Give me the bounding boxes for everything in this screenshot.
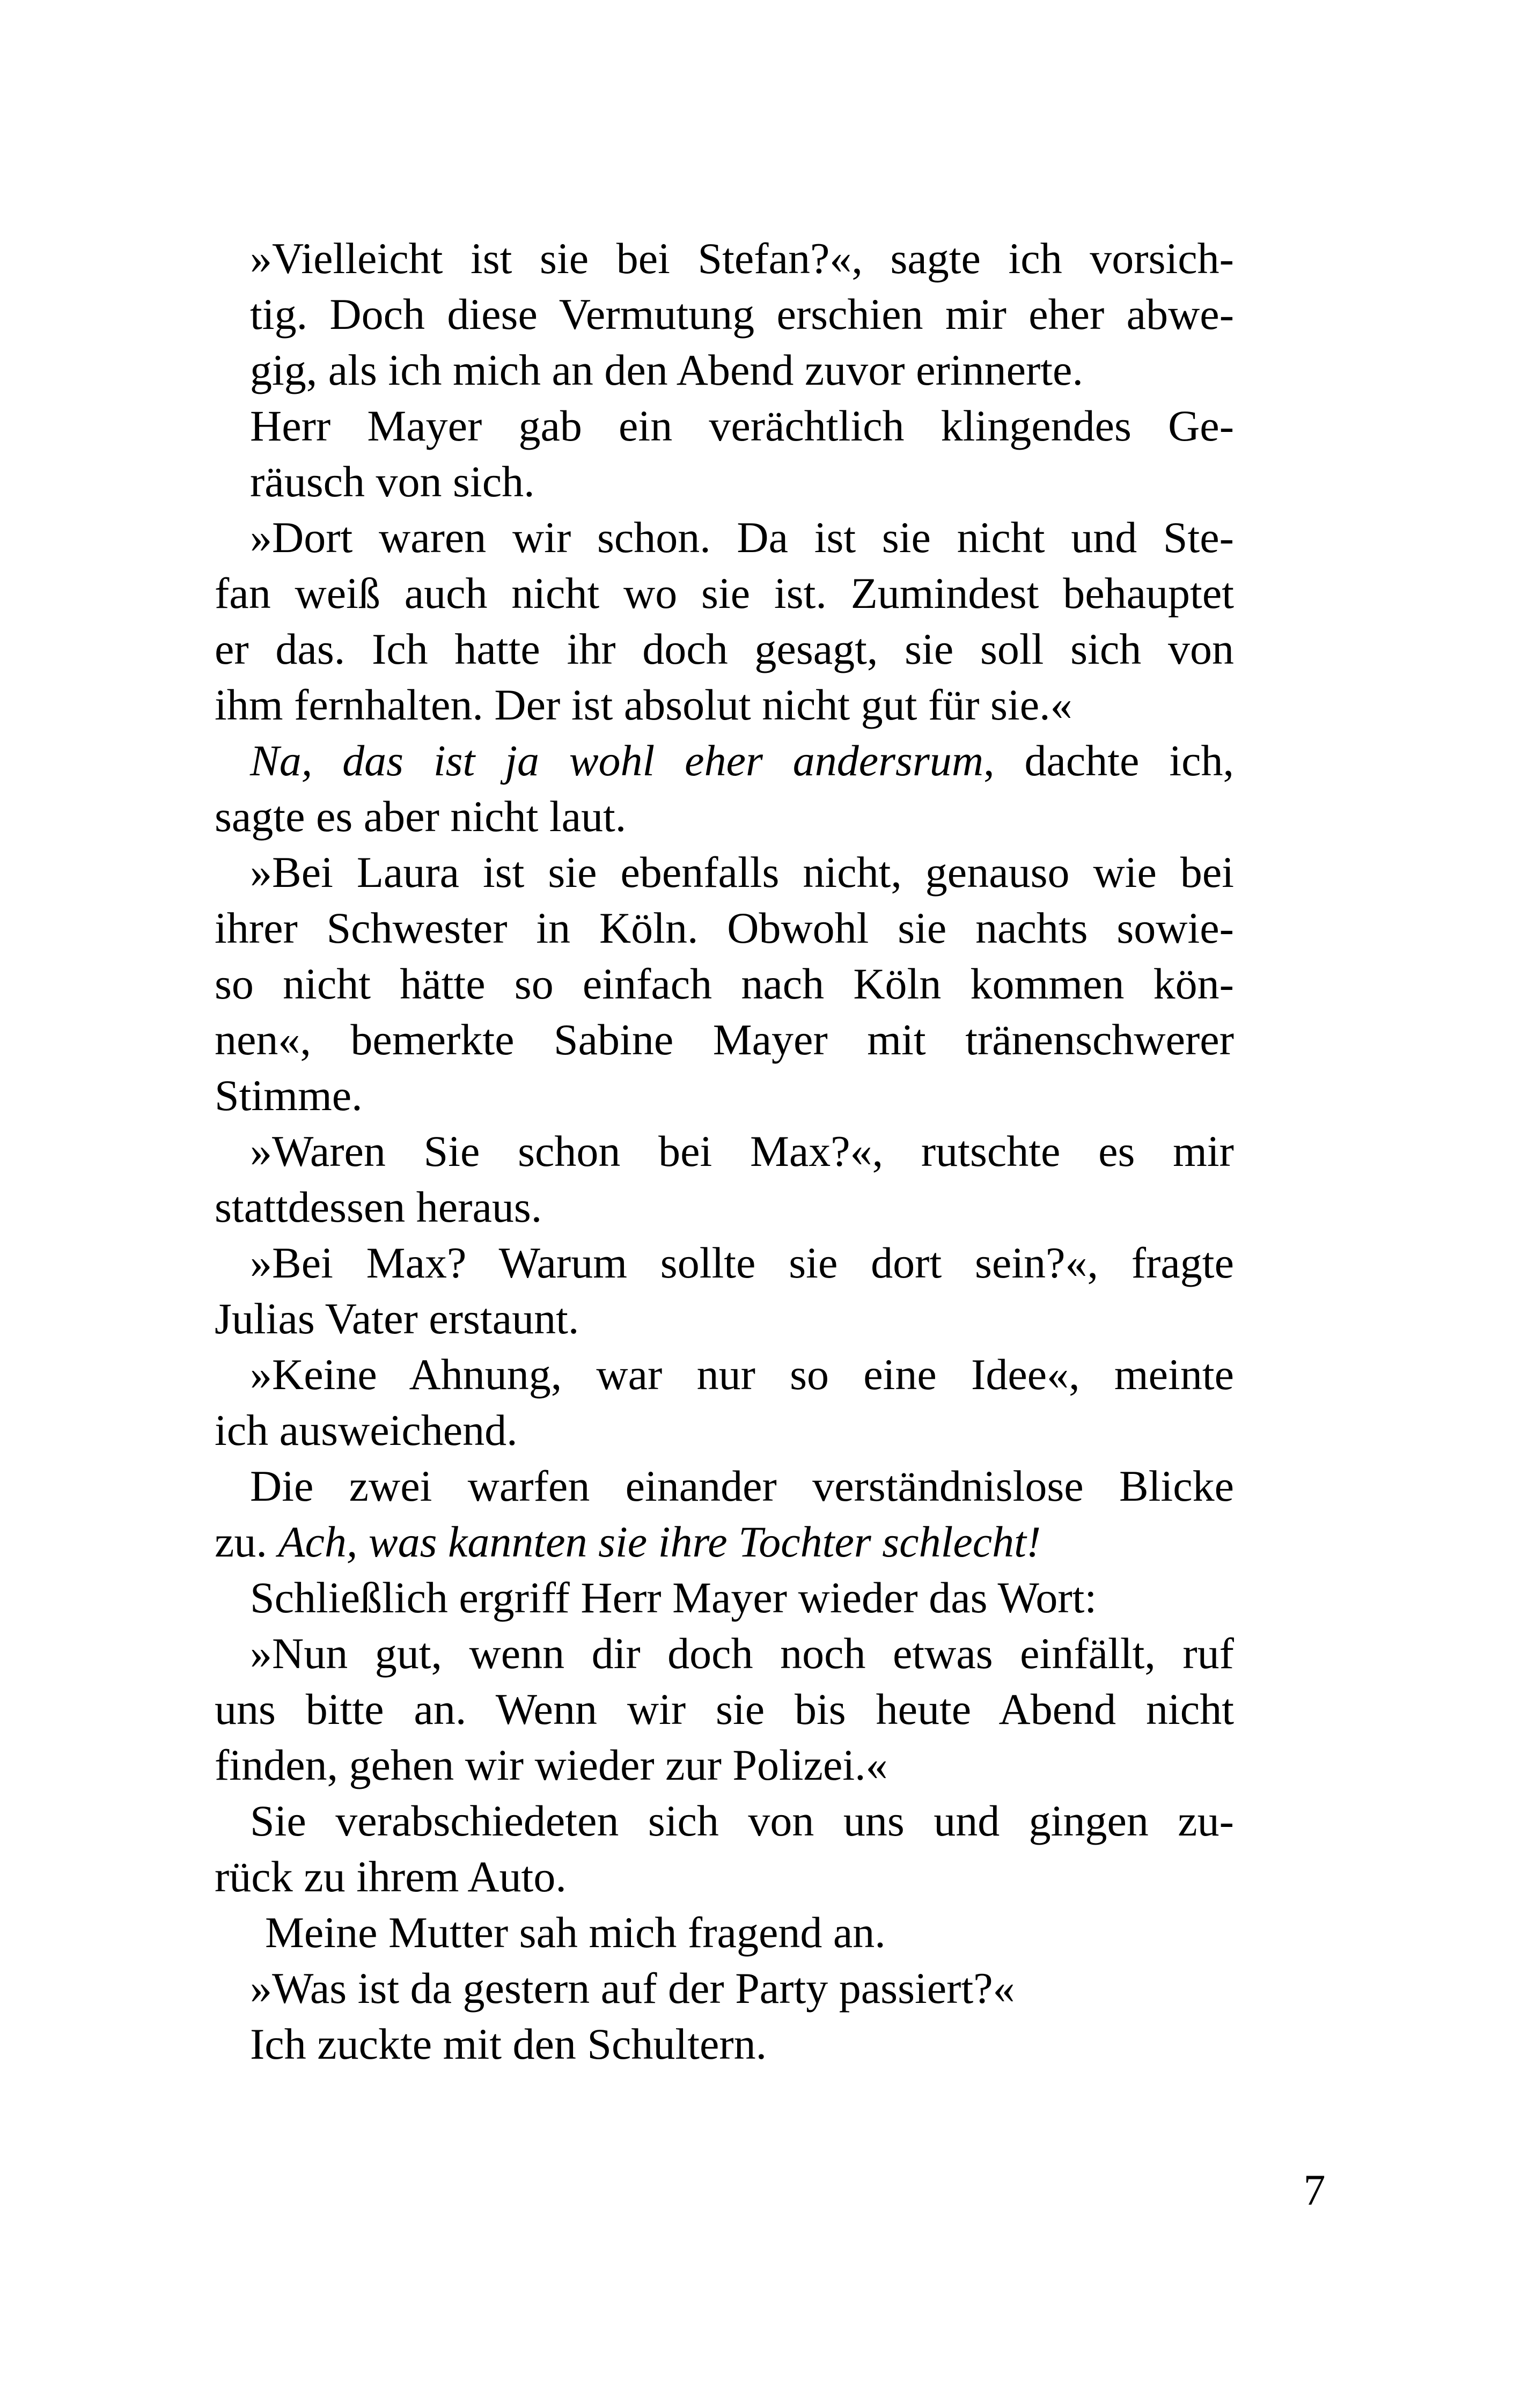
page-number: 7 xyxy=(1303,2165,1326,2214)
text-line xyxy=(215,231,1234,287)
text-run: Meine Mutter sah mich fragend an. xyxy=(265,1908,886,1957)
text-line xyxy=(215,1905,1234,1961)
text-line xyxy=(215,2016,1234,2072)
text-line xyxy=(215,1458,1234,1514)
text-line xyxy=(215,956,1234,1012)
text-line xyxy=(215,621,1234,677)
text-run: , dachte ich, xyxy=(983,736,1234,785)
text-run: »Vielleicht ist sie bei Stefan?«, sagte ich vorsich- xyxy=(250,234,1234,283)
text-line xyxy=(215,510,1234,566)
text-run: sagte es aber nicht laut. xyxy=(215,792,627,841)
text-line xyxy=(215,1849,1234,1905)
italic-text: Ach, was kannten sie ihre Tochter schlecht! xyxy=(278,1517,1041,1566)
text-line xyxy=(215,566,1234,621)
text-line xyxy=(215,1682,1234,1737)
text-run: rück zu ihrem Auto. xyxy=(215,1852,567,1901)
text-run: ihm fernhalten. Der ist absolut nicht gut für sie.« xyxy=(215,680,1072,729)
text-line xyxy=(215,845,1234,900)
text-run: Schließlich ergriff Herr Mayer wieder das Wort: xyxy=(250,1573,1097,1622)
text-line xyxy=(215,1012,1234,1068)
text-run: Die zwei warfen einander verständnislose Blicke xyxy=(250,1462,1234,1510)
text-run: »Keine Ahnung, war nur so eine Idee«, meinte xyxy=(250,1350,1234,1399)
text-run: uns bitte an. Wenn wir sie bis heute Abend nicht xyxy=(215,1685,1234,1734)
text-run: räusch von sich. xyxy=(250,457,535,506)
body-text xyxy=(215,231,1234,2072)
text-line xyxy=(215,1179,1234,1235)
text-run: Sie verabschiedeten sich von uns und gingen zu- xyxy=(250,1796,1234,1845)
text-run: zu. xyxy=(215,1517,278,1566)
text-line xyxy=(215,677,1234,733)
text-line xyxy=(215,342,1234,398)
text-line xyxy=(215,900,1234,956)
italic-text: Na, das ist ja wohl eher andersrum xyxy=(250,736,984,785)
text-line xyxy=(215,1291,1234,1347)
text-line xyxy=(215,287,1234,342)
text-run: »Was ist da gestern auf der Party passiert?« xyxy=(250,1964,1015,2013)
text-line xyxy=(215,1347,1234,1403)
text-run: tig. Doch diese Vermutung erschien mir eher abwe- xyxy=(250,290,1234,339)
text-line xyxy=(215,1235,1234,1291)
text-line xyxy=(215,398,1234,454)
text-run: »Waren Sie schon bei Max?«, rutschte es mir xyxy=(250,1127,1234,1176)
text-run: finden, gehen wir wieder zur Polizei.« xyxy=(215,1741,888,1789)
text-run: »Nun gut, wenn dir doch noch etwas einfällt, ruf xyxy=(250,1629,1234,1678)
text-run: er das. Ich hatte ihr doch gesagt, sie soll sich von xyxy=(215,625,1234,673)
text-line xyxy=(215,1793,1234,1849)
text-run: nen«, bemerkte Sabine Mayer mit tränenschwerer xyxy=(215,1015,1234,1064)
text-run: ihrer Schwester in Köln. Obwohl sie nachts sowie- xyxy=(215,904,1234,952)
text-line xyxy=(215,789,1234,845)
text-line xyxy=(215,733,1234,789)
text-run: stattdessen heraus. xyxy=(215,1183,542,1231)
text-run: Ich zuckte mit den Schultern. xyxy=(250,2020,767,2068)
text-line xyxy=(215,1737,1234,1793)
text-run: »Dort waren wir schon. Da ist sie nicht und Ste- xyxy=(250,513,1234,562)
text-run: ich ausweichend. xyxy=(215,1406,518,1455)
text-run: fan weiß auch nicht wo sie ist. Zumindest behauptet xyxy=(215,569,1234,618)
text-run: so nicht hätte so einfach nach Köln kommen kön- xyxy=(215,959,1234,1008)
text-line xyxy=(215,1124,1234,1179)
text-run: Stimme. xyxy=(215,1071,363,1120)
text-run: »Bei Max? Warum sollte sie dort sein?«, fragte xyxy=(250,1238,1234,1287)
text-line xyxy=(215,1514,1234,1570)
text-line xyxy=(215,454,1234,510)
text-run: »Bei Laura ist sie ebenfalls nicht, genauso wie bei xyxy=(250,848,1234,897)
text-run: Herr Mayer gab ein verächtlich klingendes Ge- xyxy=(250,401,1234,450)
text-run: Julias Vater erstaunt. xyxy=(215,1294,579,1343)
text-line xyxy=(215,1961,1234,2016)
text-line xyxy=(215,1626,1234,1682)
text-line xyxy=(215,1068,1234,1124)
text-line xyxy=(215,1403,1234,1458)
text-run: gig, als ich mich an den Abend zuvor erinnerte. xyxy=(250,346,1083,394)
text-line xyxy=(215,1570,1234,1626)
